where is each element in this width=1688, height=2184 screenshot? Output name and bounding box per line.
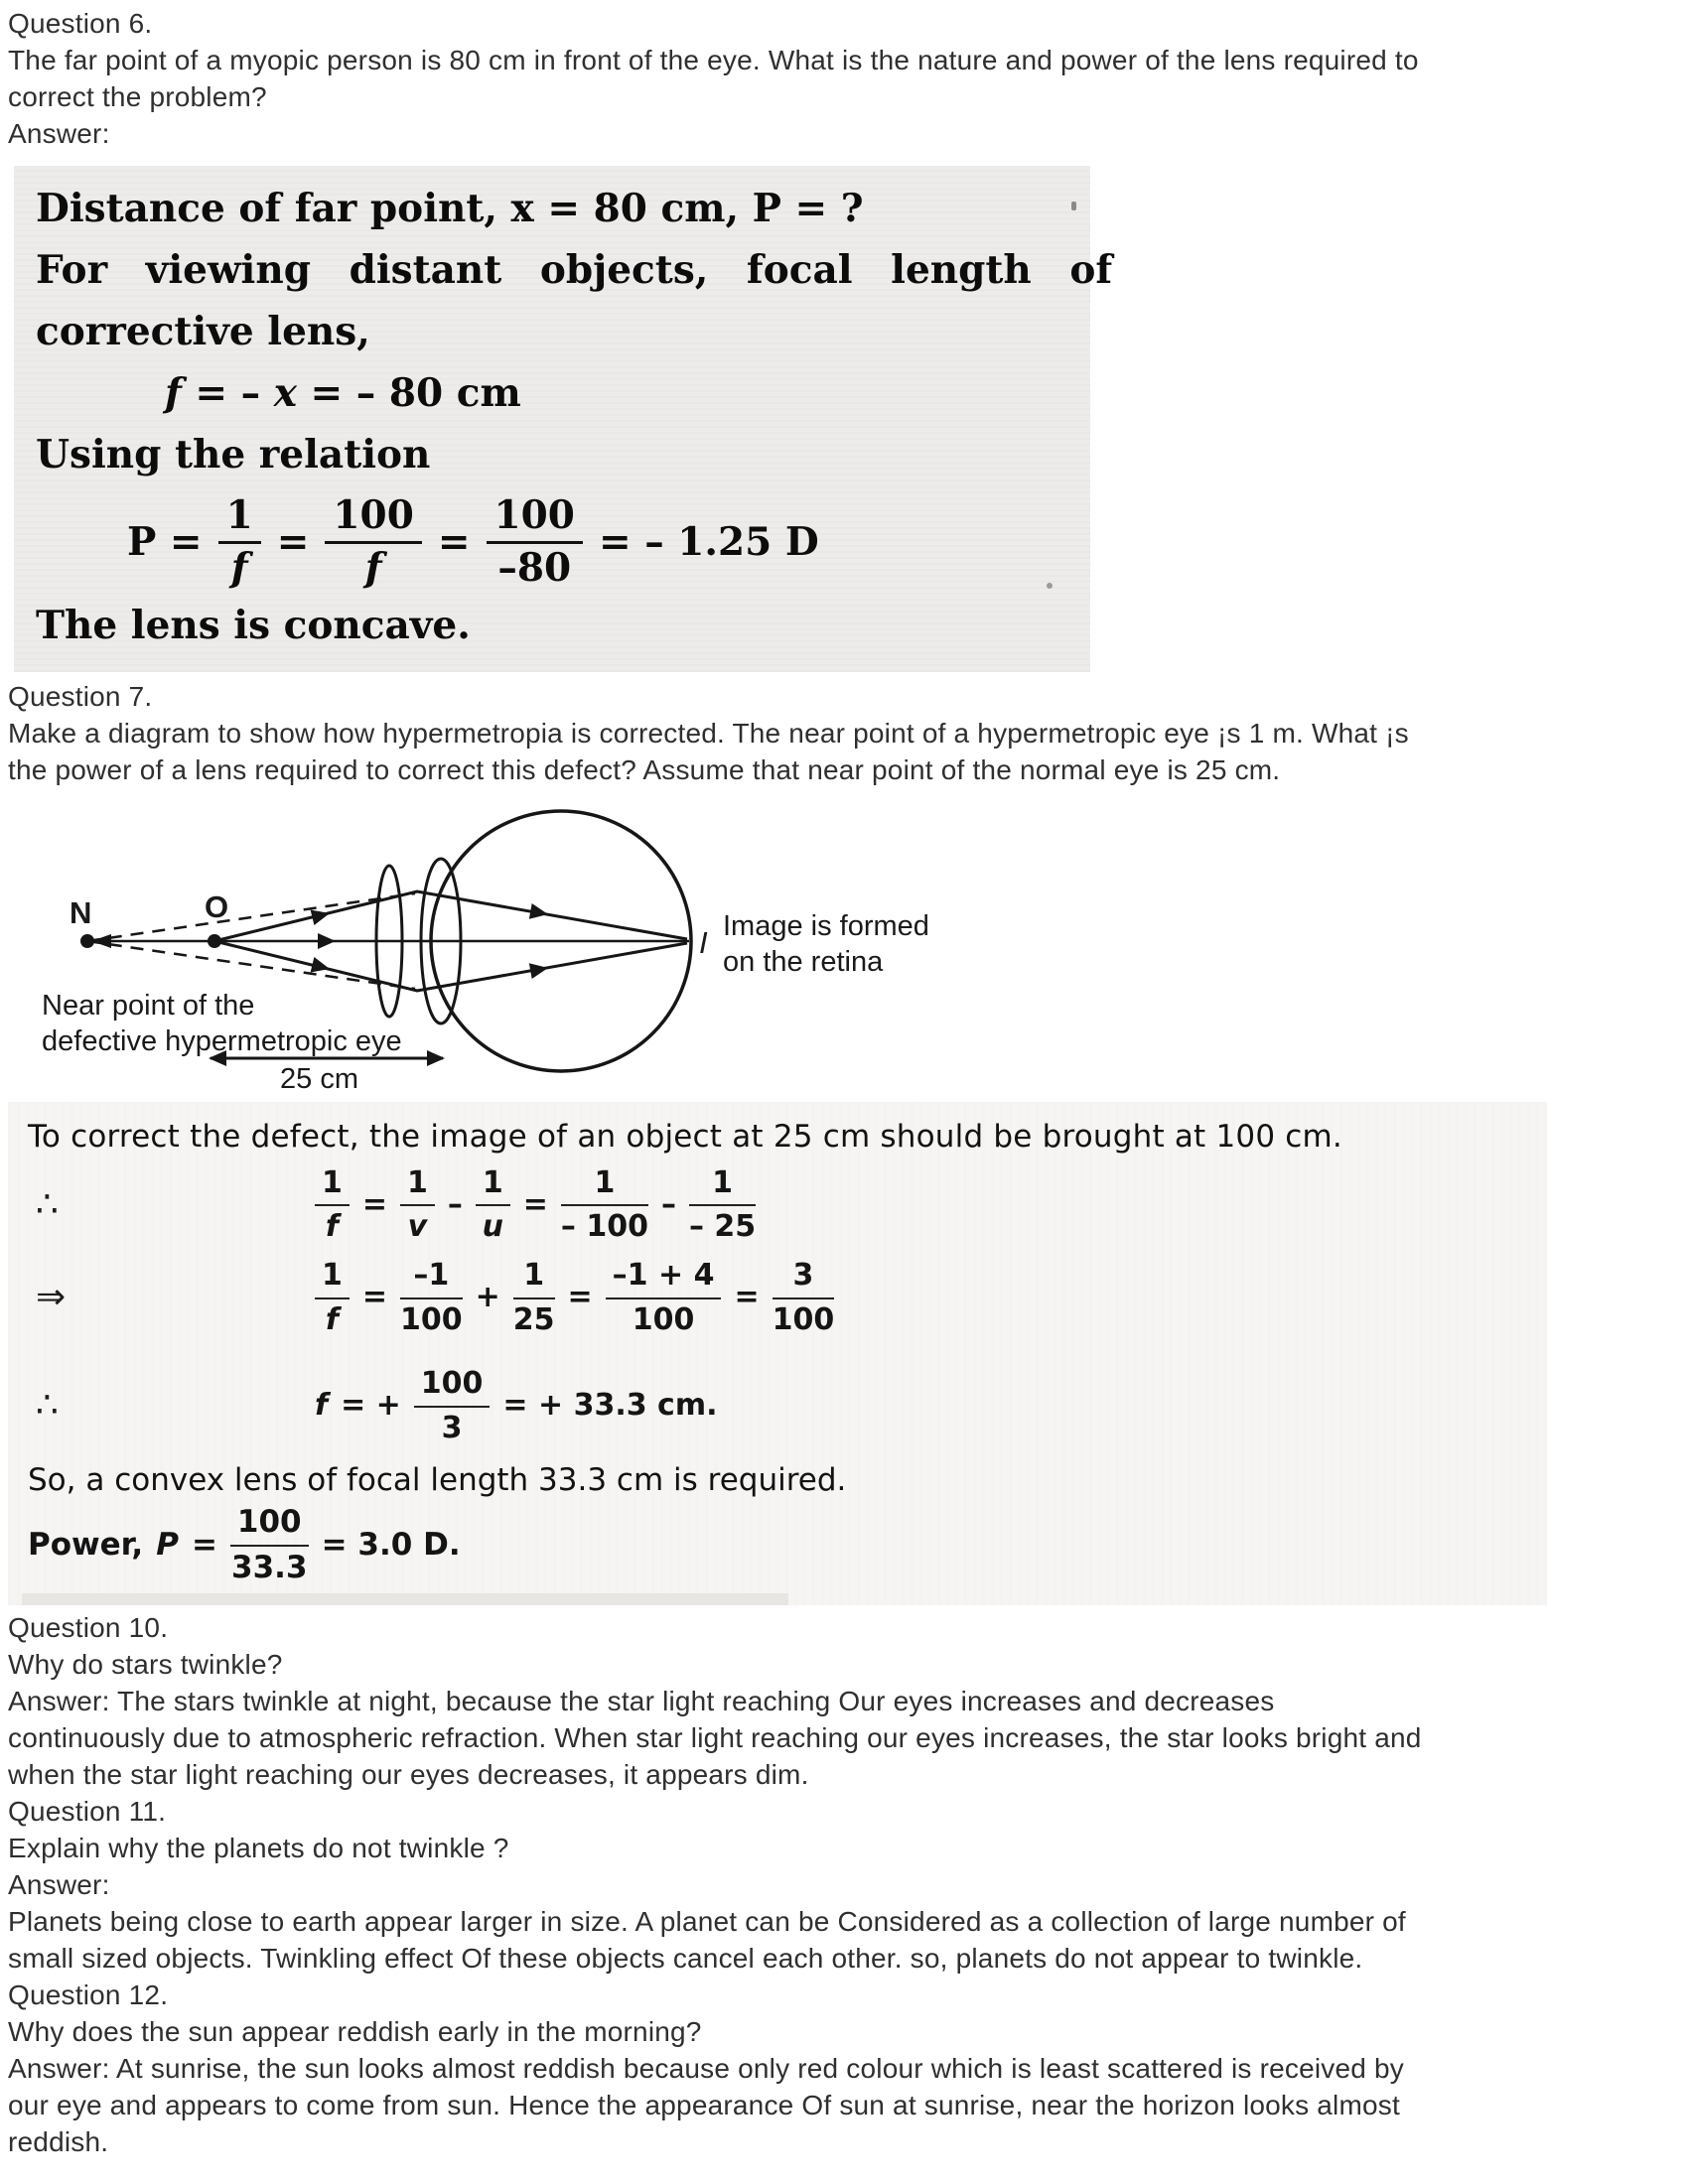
equals-sign: =: [437, 518, 471, 565]
question-11-answer-label: Answer:: [8, 1868, 110, 1900]
fraction-1-over-u: $\frac{1}{u}$: [476, 1165, 510, 1244]
fraction-1-over-f: $\frac{1}{f}$: [218, 495, 261, 589]
therefore-symbol: ∴: [36, 1183, 59, 1225]
near-point-dot: [80, 934, 94, 948]
label-I: I: [699, 924, 708, 960]
minus-sign: –: [447, 1186, 463, 1222]
using-relation-line: Using the relation: [36, 432, 431, 478]
lens-formula-equation: [22, 1165, 1547, 1244]
power-result: = – 1.25 D: [598, 518, 819, 565]
fraction-1-over-f: $\frac{1}{f}$: [315, 1258, 350, 1336]
question-6-text-line-1: The far point of a myopic person is 80 cm in front of the eye. What is the nature and power of the lens required to: [8, 45, 1419, 75]
equals-plus: = +: [341, 1388, 401, 1424]
question-10-text: Why do stars twinkle?: [8, 1648, 283, 1680]
equation-tail: = – 80 cm: [296, 370, 521, 416]
question-12-text: Why does the sun appear reddish early in the morning?: [8, 2015, 702, 2047]
question-10-answer-line-1: Answer: The stars twinkle at night, because the star light reaching Our eyes increases and decreases: [8, 1685, 1275, 1716]
equals-sign: =: [734, 1280, 760, 1315]
equals-sign: =: [522, 1186, 548, 1222]
scan-artifact-dot: [1071, 202, 1076, 210]
question-11-section: [0, 1793, 1688, 1977]
question-10-section: [0, 1609, 1688, 1793]
question-11-answer-line-2: small sized objects. Twinkling effect Of these objects cancel each other. so, planets do not appear to twinkle.: [8, 1942, 1363, 1974]
focal-length-value: = + 33.3 cm.: [502, 1388, 718, 1424]
label-N: N: [70, 894, 92, 930]
fraction-1-over-v: $\frac{1}{v}$: [400, 1165, 435, 1244]
question-12-answer-line-3: reddish.: [8, 2125, 109, 2157]
question-11-label: Question 11.: [8, 1795, 167, 1827]
fraction-100-over-minus-80: $\frac{100}{-80}$: [487, 495, 583, 589]
fraction-minus1plus4-over-100: $\frac{-1 + 4}{100}$: [606, 1258, 722, 1336]
question-11-answer-line-1: Planets being close to earth appear larger in size. A planet can be Considered as a collection of large number of: [8, 1905, 1406, 1937]
fraction-100-over-3: $\frac{100}{3}$: [414, 1366, 491, 1444]
equals-sign: =: [361, 1280, 388, 1315]
ray-arrowhead: [529, 903, 550, 922]
scan-artifact-dot: [1047, 583, 1053, 589]
viewing-distant-line: For viewing distant objects, focal length of: [36, 247, 1113, 293]
focal-length-result-equation: [22, 1366, 1547, 1444]
corrective-lens-line: corrective lens,: [36, 309, 370, 354]
question-10-answer-line-2: continuously due to atmospheric refraction. When star light reaching our eyes increases, the star looks bright and: [8, 1721, 1422, 1753]
question-6-section: [0, 0, 1688, 152]
equals-sign: =: [567, 1280, 593, 1315]
question-10-label: Question 10.: [8, 1611, 169, 1643]
equals-sign: =: [361, 1186, 388, 1222]
retina-caption-line-1: Image is formed: [723, 909, 929, 942]
far-point-line: Distance of far point, x = 80 cm, P = ?: [36, 186, 864, 231]
fraction-1-over-f: $\frac{1}{f}$: [315, 1165, 350, 1244]
equals-minus: = –: [181, 370, 274, 416]
distance-label: 25 cm: [280, 1062, 358, 1092]
hypermetropia-diagram: [20, 802, 993, 1092]
light-ray-upper: [214, 891, 687, 941]
fraction-3-over-100: $\frac{3}{100}$: [772, 1258, 835, 1337]
ray-arrowhead: [318, 933, 336, 949]
question-7-section: [0, 678, 1688, 788]
hypermetropia-diagram-container: [20, 802, 993, 1092]
near-point-caption-line-1: Near point of the: [42, 989, 255, 1022]
power-label: Power,: [28, 1527, 144, 1564]
var-f: f: [165, 370, 182, 416]
question-12-answer-line-1: Answer: At sunrise, the sun looks almost reddish because only red colour which is least scattered is received by: [8, 2052, 1404, 2084]
simplified-equation: [22, 1258, 1547, 1336]
power-equation: [127, 492, 1090, 591]
distance-arrowhead-right: [427, 1050, 445, 1066]
q6-scanned-solution: [14, 166, 1113, 672]
plus-sign: +: [475, 1280, 500, 1315]
scan-edge-strip: [22, 1593, 788, 1605]
var-x: x: [273, 370, 297, 416]
lens-concave-line: The lens is concave.: [36, 602, 471, 648]
implies-symbol: ⇒: [36, 1277, 67, 1318]
question-7-label: Question 7.: [8, 680, 153, 712]
power-lhs: P =: [127, 518, 203, 565]
therefore-symbol: ∴: [36, 1385, 59, 1427]
near-point-caption-line-2: defective hypermetropic eye: [42, 1024, 402, 1057]
question-12-answer-line-2: our eye and appears to come from sun. Hence the appearance Of sun at sunrise, near the horizon looks almost: [8, 2089, 1400, 2120]
power-result-equation: [28, 1504, 1547, 1584]
question-12-section: [0, 1977, 1688, 2160]
equals-sign: =: [191, 1527, 217, 1564]
ray-arrowhead: [529, 960, 550, 979]
fraction-100-over-33-3: $\frac{100}{33.3}$: [231, 1504, 308, 1586]
var-f: f: [315, 1388, 329, 1424]
power-value: = 3.0 D.: [321, 1527, 461, 1564]
focal-length-equation: [165, 362, 1090, 424]
question-6-answer-label: Answer:: [8, 118, 110, 149]
question-12-label: Question 12.: [8, 1979, 169, 2010]
fraction-1-over-25: $\frac{1}{25}$: [512, 1258, 555, 1337]
minus-sign: –: [660, 1186, 676, 1222]
question-6-label: Question 6.: [8, 8, 153, 39]
question-10-answer-line-3: when the star light reaching our eyes decreases, it appears dim.: [8, 1758, 809, 1790]
question-11-text: Explain why the planets do not twinkle ?: [8, 1832, 509, 1863]
var-P: P: [156, 1527, 179, 1564]
q7-scanned-solution: [8, 1102, 1547, 1605]
dashed-ray-lower: [87, 941, 415, 989]
question-7-text-line-1: Make a diagram to show how hypermetropia is corrected. The near point of a hypermetropic eye ¡s 1 m. What ¡s: [8, 717, 1409, 749]
fraction-1-over-minus-100: $\frac{1}{- 100}$: [560, 1164, 648, 1245]
question-6-text-line-2: correct the problem?: [8, 81, 267, 112]
fraction-minus1-over-100: $\frac{-1}{100}$: [400, 1258, 463, 1337]
correct-defect-line: To correct the defect, the image of an object at 25 cm should be brought at 100 cm.: [28, 1118, 1342, 1155]
retina-caption-line-2: on the retina: [723, 945, 884, 978]
fraction-100-over-f: $\frac{100}{f}$: [325, 495, 421, 589]
convex-lens-conclusion: So, a convex lens of focal length 33.3 cm is required.: [28, 1462, 847, 1499]
light-ray-lower: [214, 941, 687, 991]
equals-sign: =: [276, 518, 310, 565]
object-dot: [208, 934, 221, 948]
question-7-text-line-2: the power of a lens required to correct this defect? Assume that near point of the normal eye is 25 cm.: [8, 753, 1281, 785]
label-O: O: [205, 888, 229, 924]
dashed-ray-upper: [87, 893, 415, 941]
fraction-1-over-minus-25: 1 – 25: [688, 1164, 757, 1245]
